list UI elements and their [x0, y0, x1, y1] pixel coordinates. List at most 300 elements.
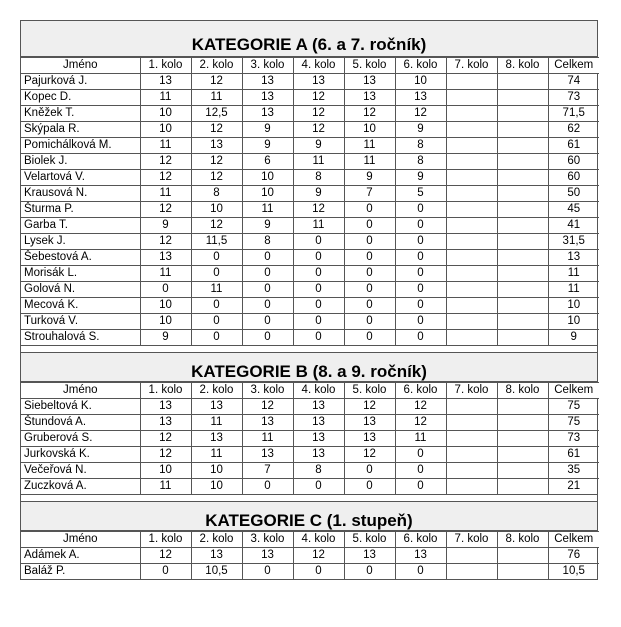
round-score-cell: 11	[191, 282, 242, 298]
header-row	[21, 58, 599, 74]
round-score-cell: 0	[140, 282, 191, 298]
round-score-cell	[497, 548, 548, 564]
total-cell: 13	[548, 250, 599, 266]
round-score-cell	[497, 298, 548, 314]
round-score-cell: 13	[293, 431, 344, 447]
round-score-cell: 12	[293, 90, 344, 106]
round-score-cell: 13	[242, 74, 293, 90]
round-score-cell: 12	[140, 431, 191, 447]
round-score-cell: 12	[140, 154, 191, 170]
round-score-cell: 9	[344, 170, 395, 186]
total-cell: 21	[548, 479, 599, 495]
round-score-cell	[446, 399, 497, 415]
round-score-cell: 12	[344, 447, 395, 463]
round-score-cell: 12	[140, 447, 191, 463]
student-name-cell: Krausová N.	[21, 186, 140, 202]
table-row	[21, 138, 599, 154]
total-cell: 35	[548, 463, 599, 479]
column-header: 1. kolo	[140, 58, 191, 74]
column-header: 2. kolo	[191, 532, 242, 548]
round-score-cell	[497, 186, 548, 202]
round-score-cell: 11,5	[191, 234, 242, 250]
column-header: Celkem	[548, 58, 599, 74]
student-name-cell: Jurkovská K.	[21, 447, 140, 463]
round-score-cell: 0	[344, 250, 395, 266]
round-score-cell: 9	[140, 218, 191, 234]
column-header: 4. kolo	[293, 532, 344, 548]
total-cell: 75	[548, 399, 599, 415]
round-score-cell: 7	[242, 463, 293, 479]
round-score-cell	[446, 186, 497, 202]
round-score-cell: 0	[344, 282, 395, 298]
total-cell: 60	[548, 154, 599, 170]
round-score-cell: 12	[344, 106, 395, 122]
round-score-cell	[497, 399, 548, 415]
section-gap	[21, 345, 597, 352]
table-row	[21, 186, 599, 202]
total-cell: 60	[548, 170, 599, 186]
round-score-cell: 12	[140, 202, 191, 218]
column-header: 6. kolo	[395, 532, 446, 548]
round-score-cell	[446, 202, 497, 218]
round-score-cell: 12,5	[191, 106, 242, 122]
category-title: KATEGORIE B (8. a 9. ročník)	[21, 352, 597, 382]
total-cell: 11	[548, 282, 599, 298]
column-header: 4. kolo	[293, 58, 344, 74]
column-header: 5. kolo	[344, 383, 395, 399]
round-score-cell: 13	[242, 90, 293, 106]
round-score-cell	[446, 90, 497, 106]
round-score-cell: 13	[140, 250, 191, 266]
table-row	[21, 122, 599, 138]
table-row	[21, 447, 599, 463]
round-score-cell: 13	[191, 138, 242, 154]
round-score-cell: 8	[293, 463, 344, 479]
round-score-cell	[497, 266, 548, 282]
round-score-cell: 9	[395, 170, 446, 186]
student-name-cell: Kopec D.	[21, 90, 140, 106]
round-score-cell	[446, 266, 497, 282]
round-score-cell	[446, 138, 497, 154]
round-score-cell	[497, 564, 548, 580]
round-score-cell: 0	[344, 463, 395, 479]
round-score-cell: 0	[344, 564, 395, 580]
round-score-cell: 12	[395, 415, 446, 431]
round-score-cell: 12	[191, 218, 242, 234]
round-score-cell: 13	[293, 399, 344, 415]
round-score-cell: 12	[191, 170, 242, 186]
round-score-cell	[446, 447, 497, 463]
category-title: KATEGORIE C (1. stupeň)	[21, 501, 597, 531]
column-header: 8. kolo	[497, 58, 548, 74]
round-score-cell	[446, 250, 497, 266]
round-score-cell	[446, 330, 497, 346]
round-score-cell: 13	[293, 415, 344, 431]
student-name-cell: Baláž P.	[21, 564, 140, 580]
column-header: Jméno	[21, 383, 140, 399]
total-cell: 10	[548, 298, 599, 314]
round-score-cell: 0	[395, 250, 446, 266]
round-score-cell: 8	[395, 138, 446, 154]
round-score-cell	[446, 431, 497, 447]
round-score-cell: 12	[293, 548, 344, 564]
round-score-cell: 12	[191, 122, 242, 138]
table-row	[21, 218, 599, 234]
round-score-cell: 7	[344, 186, 395, 202]
round-score-cell	[497, 106, 548, 122]
round-score-cell: 0	[395, 234, 446, 250]
student-name-cell: Štundová A.	[21, 415, 140, 431]
round-score-cell	[446, 548, 497, 564]
round-score-cell: 0	[395, 564, 446, 580]
round-score-cell: 13	[344, 548, 395, 564]
total-cell: 76	[548, 548, 599, 564]
table-row	[21, 399, 599, 415]
round-score-cell: 13	[191, 548, 242, 564]
section-gap	[21, 494, 597, 501]
round-score-cell	[446, 154, 497, 170]
table-row	[21, 314, 599, 330]
student-name-cell: Šturma P.	[21, 202, 140, 218]
round-score-cell: 10	[140, 314, 191, 330]
round-score-cell: 10	[140, 106, 191, 122]
column-header: 8. kolo	[497, 532, 548, 548]
round-score-cell: 12	[242, 399, 293, 415]
round-score-cell: 0	[242, 282, 293, 298]
round-score-cell	[446, 415, 497, 431]
column-header: 1. kolo	[140, 532, 191, 548]
round-score-cell: 0	[191, 298, 242, 314]
round-score-cell: 0	[191, 314, 242, 330]
student-name-cell: Velartová V.	[21, 170, 140, 186]
round-score-cell: 8	[395, 154, 446, 170]
round-score-cell: 13	[344, 415, 395, 431]
round-score-cell	[497, 74, 548, 90]
table-row	[21, 170, 599, 186]
total-cell: 73	[548, 90, 599, 106]
results-table	[21, 531, 599, 579]
student-name-cell: Morisák L.	[21, 266, 140, 282]
round-score-cell	[497, 122, 548, 138]
table-row	[21, 250, 599, 266]
column-header: 2. kolo	[191, 58, 242, 74]
total-cell: 10	[548, 314, 599, 330]
round-score-cell: 13	[242, 447, 293, 463]
table-row	[21, 548, 599, 564]
student-name-cell: Pomichálková M.	[21, 138, 140, 154]
round-score-cell: 0	[191, 330, 242, 346]
round-score-cell: 11	[293, 154, 344, 170]
round-score-cell: 11	[140, 138, 191, 154]
round-score-cell: 11	[140, 90, 191, 106]
round-score-cell: 13	[344, 74, 395, 90]
round-score-cell: 0	[395, 282, 446, 298]
table-row	[21, 479, 599, 495]
column-header: 4. kolo	[293, 383, 344, 399]
column-header: 8. kolo	[497, 383, 548, 399]
round-score-cell: 12	[395, 106, 446, 122]
header-row	[21, 383, 599, 399]
round-score-cell	[446, 282, 497, 298]
round-score-cell: 13	[293, 74, 344, 90]
student-name-cell: Strouhalová S.	[21, 330, 140, 346]
round-score-cell: 10,5	[191, 564, 242, 580]
round-score-cell	[446, 106, 497, 122]
round-score-cell: 0	[344, 218, 395, 234]
round-score-cell: 12	[140, 234, 191, 250]
round-score-cell	[446, 122, 497, 138]
round-score-cell: 0	[395, 447, 446, 463]
table-row	[21, 282, 599, 298]
round-score-cell: 11	[242, 202, 293, 218]
round-score-cell: 12	[140, 548, 191, 564]
round-score-cell: 12	[293, 122, 344, 138]
total-cell: 10,5	[548, 564, 599, 580]
round-score-cell: 11	[191, 90, 242, 106]
round-score-cell: 0	[191, 250, 242, 266]
total-cell: 75	[548, 415, 599, 431]
table-row	[21, 463, 599, 479]
round-score-cell: 0	[344, 234, 395, 250]
round-score-cell: 13	[140, 415, 191, 431]
table-row	[21, 154, 599, 170]
table-row	[21, 234, 599, 250]
round-score-cell: 0	[242, 330, 293, 346]
column-header: 7. kolo	[446, 58, 497, 74]
round-score-cell	[446, 74, 497, 90]
round-score-cell: 0	[395, 463, 446, 479]
student-name-cell: Šebestová A.	[21, 250, 140, 266]
round-score-cell: 10	[140, 463, 191, 479]
round-score-cell: 13	[344, 431, 395, 447]
round-score-cell: 9	[140, 330, 191, 346]
table-row	[21, 106, 599, 122]
student-name-cell: Lysek J.	[21, 234, 140, 250]
total-cell: 62	[548, 122, 599, 138]
round-score-cell: 12	[293, 106, 344, 122]
round-score-cell	[497, 234, 548, 250]
round-score-cell: 9	[242, 138, 293, 154]
round-score-cell: 12	[191, 154, 242, 170]
round-score-cell: 10	[344, 122, 395, 138]
total-cell: 71,5	[548, 106, 599, 122]
round-score-cell: 0	[242, 298, 293, 314]
student-name-cell: Adámek A.	[21, 548, 140, 564]
column-header: 1. kolo	[140, 383, 191, 399]
round-score-cell: 0	[395, 314, 446, 330]
table-row	[21, 90, 599, 106]
round-score-cell: 0	[293, 479, 344, 495]
student-name-cell: Pajurková J.	[21, 74, 140, 90]
round-score-cell: 12	[140, 170, 191, 186]
round-score-cell: 13	[191, 431, 242, 447]
round-score-cell: 0	[293, 314, 344, 330]
round-score-cell: 10	[191, 463, 242, 479]
round-score-cell	[446, 170, 497, 186]
category-title: KATEGORIE A (6. a 7. ročník)	[21, 21, 597, 57]
round-score-cell: 0	[395, 266, 446, 282]
round-score-cell: 11	[293, 218, 344, 234]
round-score-cell: 0	[395, 330, 446, 346]
table-row	[21, 266, 599, 282]
round-score-cell	[497, 479, 548, 495]
round-score-cell: 0	[293, 298, 344, 314]
student-name-cell: Siebeltová K.	[21, 399, 140, 415]
round-score-cell: 11	[242, 431, 293, 447]
round-score-cell: 0	[293, 234, 344, 250]
round-score-cell: 11	[344, 154, 395, 170]
round-score-cell	[446, 463, 497, 479]
column-header: 6. kolo	[395, 383, 446, 399]
round-score-cell	[446, 218, 497, 234]
round-score-cell: 8	[293, 170, 344, 186]
round-score-cell: 0	[344, 314, 395, 330]
results-table	[21, 57, 599, 345]
total-cell: 31,5	[548, 234, 599, 250]
round-score-cell: 10	[242, 186, 293, 202]
round-score-cell: 13	[242, 415, 293, 431]
round-score-cell: 9	[395, 122, 446, 138]
round-score-cell: 9	[293, 138, 344, 154]
student-name-cell: Biolek J.	[21, 154, 140, 170]
round-score-cell	[446, 314, 497, 330]
round-score-cell: 0	[242, 266, 293, 282]
column-header: 3. kolo	[242, 532, 293, 548]
round-score-cell: 0	[191, 266, 242, 282]
round-score-cell: 11	[191, 415, 242, 431]
round-score-cell: 10	[140, 122, 191, 138]
round-score-cell	[497, 314, 548, 330]
round-score-cell: 9	[242, 122, 293, 138]
column-header: Jméno	[21, 58, 140, 74]
round-score-cell: 11	[395, 431, 446, 447]
round-score-cell: 13	[344, 90, 395, 106]
round-score-cell: 0	[242, 564, 293, 580]
round-score-cell: 11	[140, 186, 191, 202]
student-name-cell: Mecová K.	[21, 298, 140, 314]
round-score-cell: 12	[344, 399, 395, 415]
round-score-cell: 13	[191, 399, 242, 415]
total-cell: 50	[548, 186, 599, 202]
round-score-cell: 10	[395, 74, 446, 90]
round-score-cell: 0	[293, 250, 344, 266]
round-score-cell: 0	[140, 564, 191, 580]
round-score-cell: 0	[293, 282, 344, 298]
round-score-cell	[446, 564, 497, 580]
column-header: 7. kolo	[446, 532, 497, 548]
total-cell: 9	[548, 330, 599, 346]
total-cell: 61	[548, 447, 599, 463]
column-header: 6. kolo	[395, 58, 446, 74]
round-score-cell: 0	[344, 266, 395, 282]
round-score-cell	[497, 330, 548, 346]
student-name-cell: Turková V.	[21, 314, 140, 330]
round-score-cell: 0	[395, 298, 446, 314]
table-row	[21, 74, 599, 90]
round-score-cell: 8	[191, 186, 242, 202]
column-header: Celkem	[548, 532, 599, 548]
total-cell: 45	[548, 202, 599, 218]
round-score-cell	[497, 202, 548, 218]
round-score-cell: 0	[242, 250, 293, 266]
round-score-cell: 11	[344, 138, 395, 154]
round-score-cell	[497, 170, 548, 186]
round-score-cell: 5	[395, 186, 446, 202]
round-score-cell: 11	[191, 447, 242, 463]
total-cell: 41	[548, 218, 599, 234]
round-score-cell	[497, 282, 548, 298]
round-score-cell: 13	[242, 106, 293, 122]
student-name-cell: Zuczková A.	[21, 479, 140, 495]
round-score-cell: 13	[242, 548, 293, 564]
round-score-cell: 13	[140, 399, 191, 415]
round-score-cell: 10	[140, 298, 191, 314]
round-score-cell	[446, 479, 497, 495]
round-score-cell: 0	[293, 564, 344, 580]
round-score-cell	[497, 154, 548, 170]
round-score-cell: 0	[242, 314, 293, 330]
round-score-cell	[446, 298, 497, 314]
total-cell: 73	[548, 431, 599, 447]
total-cell: 74	[548, 74, 599, 90]
header-row	[21, 532, 599, 548]
round-score-cell: 9	[242, 218, 293, 234]
round-score-cell	[497, 250, 548, 266]
round-score-cell: 0	[395, 202, 446, 218]
round-score-cell	[497, 218, 548, 234]
round-score-cell: 0	[293, 266, 344, 282]
table-row	[21, 564, 599, 580]
column-header: 3. kolo	[242, 58, 293, 74]
round-score-cell: 10	[191, 202, 242, 218]
round-score-cell: 11	[140, 479, 191, 495]
column-header: 2. kolo	[191, 383, 242, 399]
round-score-cell: 13	[395, 548, 446, 564]
round-score-cell: 0	[395, 218, 446, 234]
round-score-cell	[497, 90, 548, 106]
round-score-cell: 0	[344, 202, 395, 218]
round-score-cell: 8	[242, 234, 293, 250]
round-score-cell: 11	[140, 266, 191, 282]
student-name-cell: Kněžek T.	[21, 106, 140, 122]
column-header: 5. kolo	[344, 532, 395, 548]
results-table	[21, 382, 599, 494]
student-name-cell: Skýpala R.	[21, 122, 140, 138]
table-row	[21, 431, 599, 447]
round-score-cell: 12	[293, 202, 344, 218]
student-name-cell: Golová N.	[21, 282, 140, 298]
round-score-cell: 13	[140, 74, 191, 90]
round-score-cell	[497, 463, 548, 479]
column-header: Celkem	[548, 383, 599, 399]
student-name-cell: Gruberová S.	[21, 431, 140, 447]
results-sheet	[20, 20, 598, 580]
round-score-cell: 0	[344, 479, 395, 495]
column-header: 3. kolo	[242, 383, 293, 399]
total-cell: 61	[548, 138, 599, 154]
student-name-cell: Večeřová N.	[21, 463, 140, 479]
round-score-cell: 9	[293, 186, 344, 202]
round-score-cell	[497, 447, 548, 463]
round-score-cell: 0	[293, 330, 344, 346]
round-score-cell: 13	[395, 90, 446, 106]
round-score-cell: 12	[395, 399, 446, 415]
round-score-cell	[497, 431, 548, 447]
round-score-cell	[446, 234, 497, 250]
column-header: Jméno	[21, 532, 140, 548]
round-score-cell: 0	[242, 479, 293, 495]
column-header: 5. kolo	[344, 58, 395, 74]
